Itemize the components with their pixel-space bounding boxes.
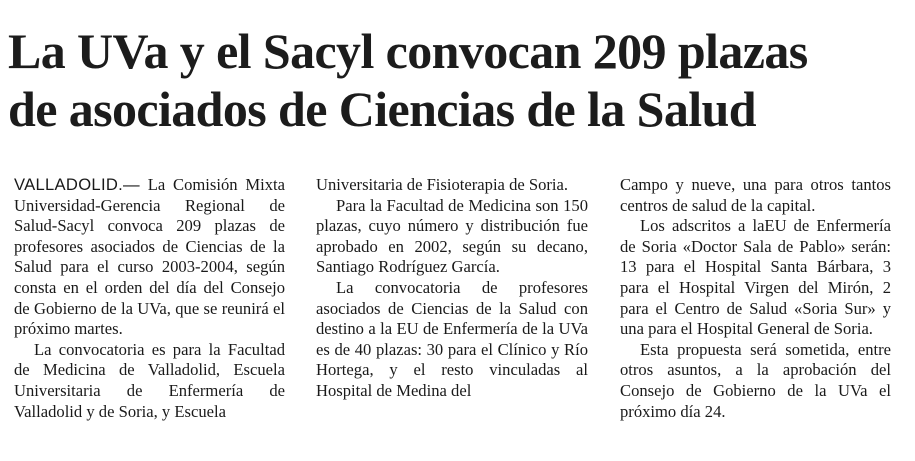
column-2	[316, 175, 588, 402]
paragraph-8: Esta propuesta será sometida, entre otros asuntos, a la aprobación del Consejo de Gobierno de la UVa el próximo día 24.	[620, 339, 891, 421]
paragraph-5: La convocatoria de profesores asociados de Ciencias de la Salud con destino a la EU de Enfermería de la UVa es de 40 plazas: 30 para el Clínico y Río Hortega, y el resto vinculadas al Hospital de Medina del	[316, 277, 588, 400]
headline-line-1: La UVa y el Sacyl convocan 209 plazas	[8, 23, 808, 79]
paragraph-6: Campo y nueve, una para otros tantos centros de salud de la capital.	[620, 175, 891, 215]
headline	[8, 22, 908, 138]
dateline: VALLADOLID.—	[14, 175, 140, 194]
paragraph-1-text: La Comisión Mixta Universidad-Gerencia Regional de Salud-Sacyl convoca 209 plazas de profesores asociados de Ciencias de la Salud para el curso 2003-2004, según consta en el orden del día del Consejo de Gobierno de la UVa, que se reunirá el próximo martes.	[14, 175, 285, 339]
paragraph-1	[14, 175, 285, 340]
paragraph-2: La convocatoria es para la Facultad de Medicina de Valladolid, Escuela Universitaria de Enfermería de Valladolid y de Soria, y Escuela	[14, 339, 285, 421]
column-1	[14, 175, 285, 422]
paragraph-4: Para la Facultad de Medicina son 150 plazas, cuyo número y distribución fue aprobado en 2002, según su decano, Santiago Rodríguez García.	[316, 195, 588, 277]
column-3	[620, 175, 891, 422]
paragraph-3: Universitaria de Fisioterapia de Soria.	[316, 175, 569, 194]
headline-line-2: de asociados de Ciencias de la Salud	[8, 81, 756, 137]
paragraph-7: Los adscritos a laEU de Enfermería de Soria «Doctor Sala de Pablo» serán: 13 para el Hospital Santa Bárbara, 3 para el Hospital Virgen del Mirón, 2 para el Centro de Salud «Soria Sur» y una para el Hospital General de Soria.	[620, 216, 891, 339]
